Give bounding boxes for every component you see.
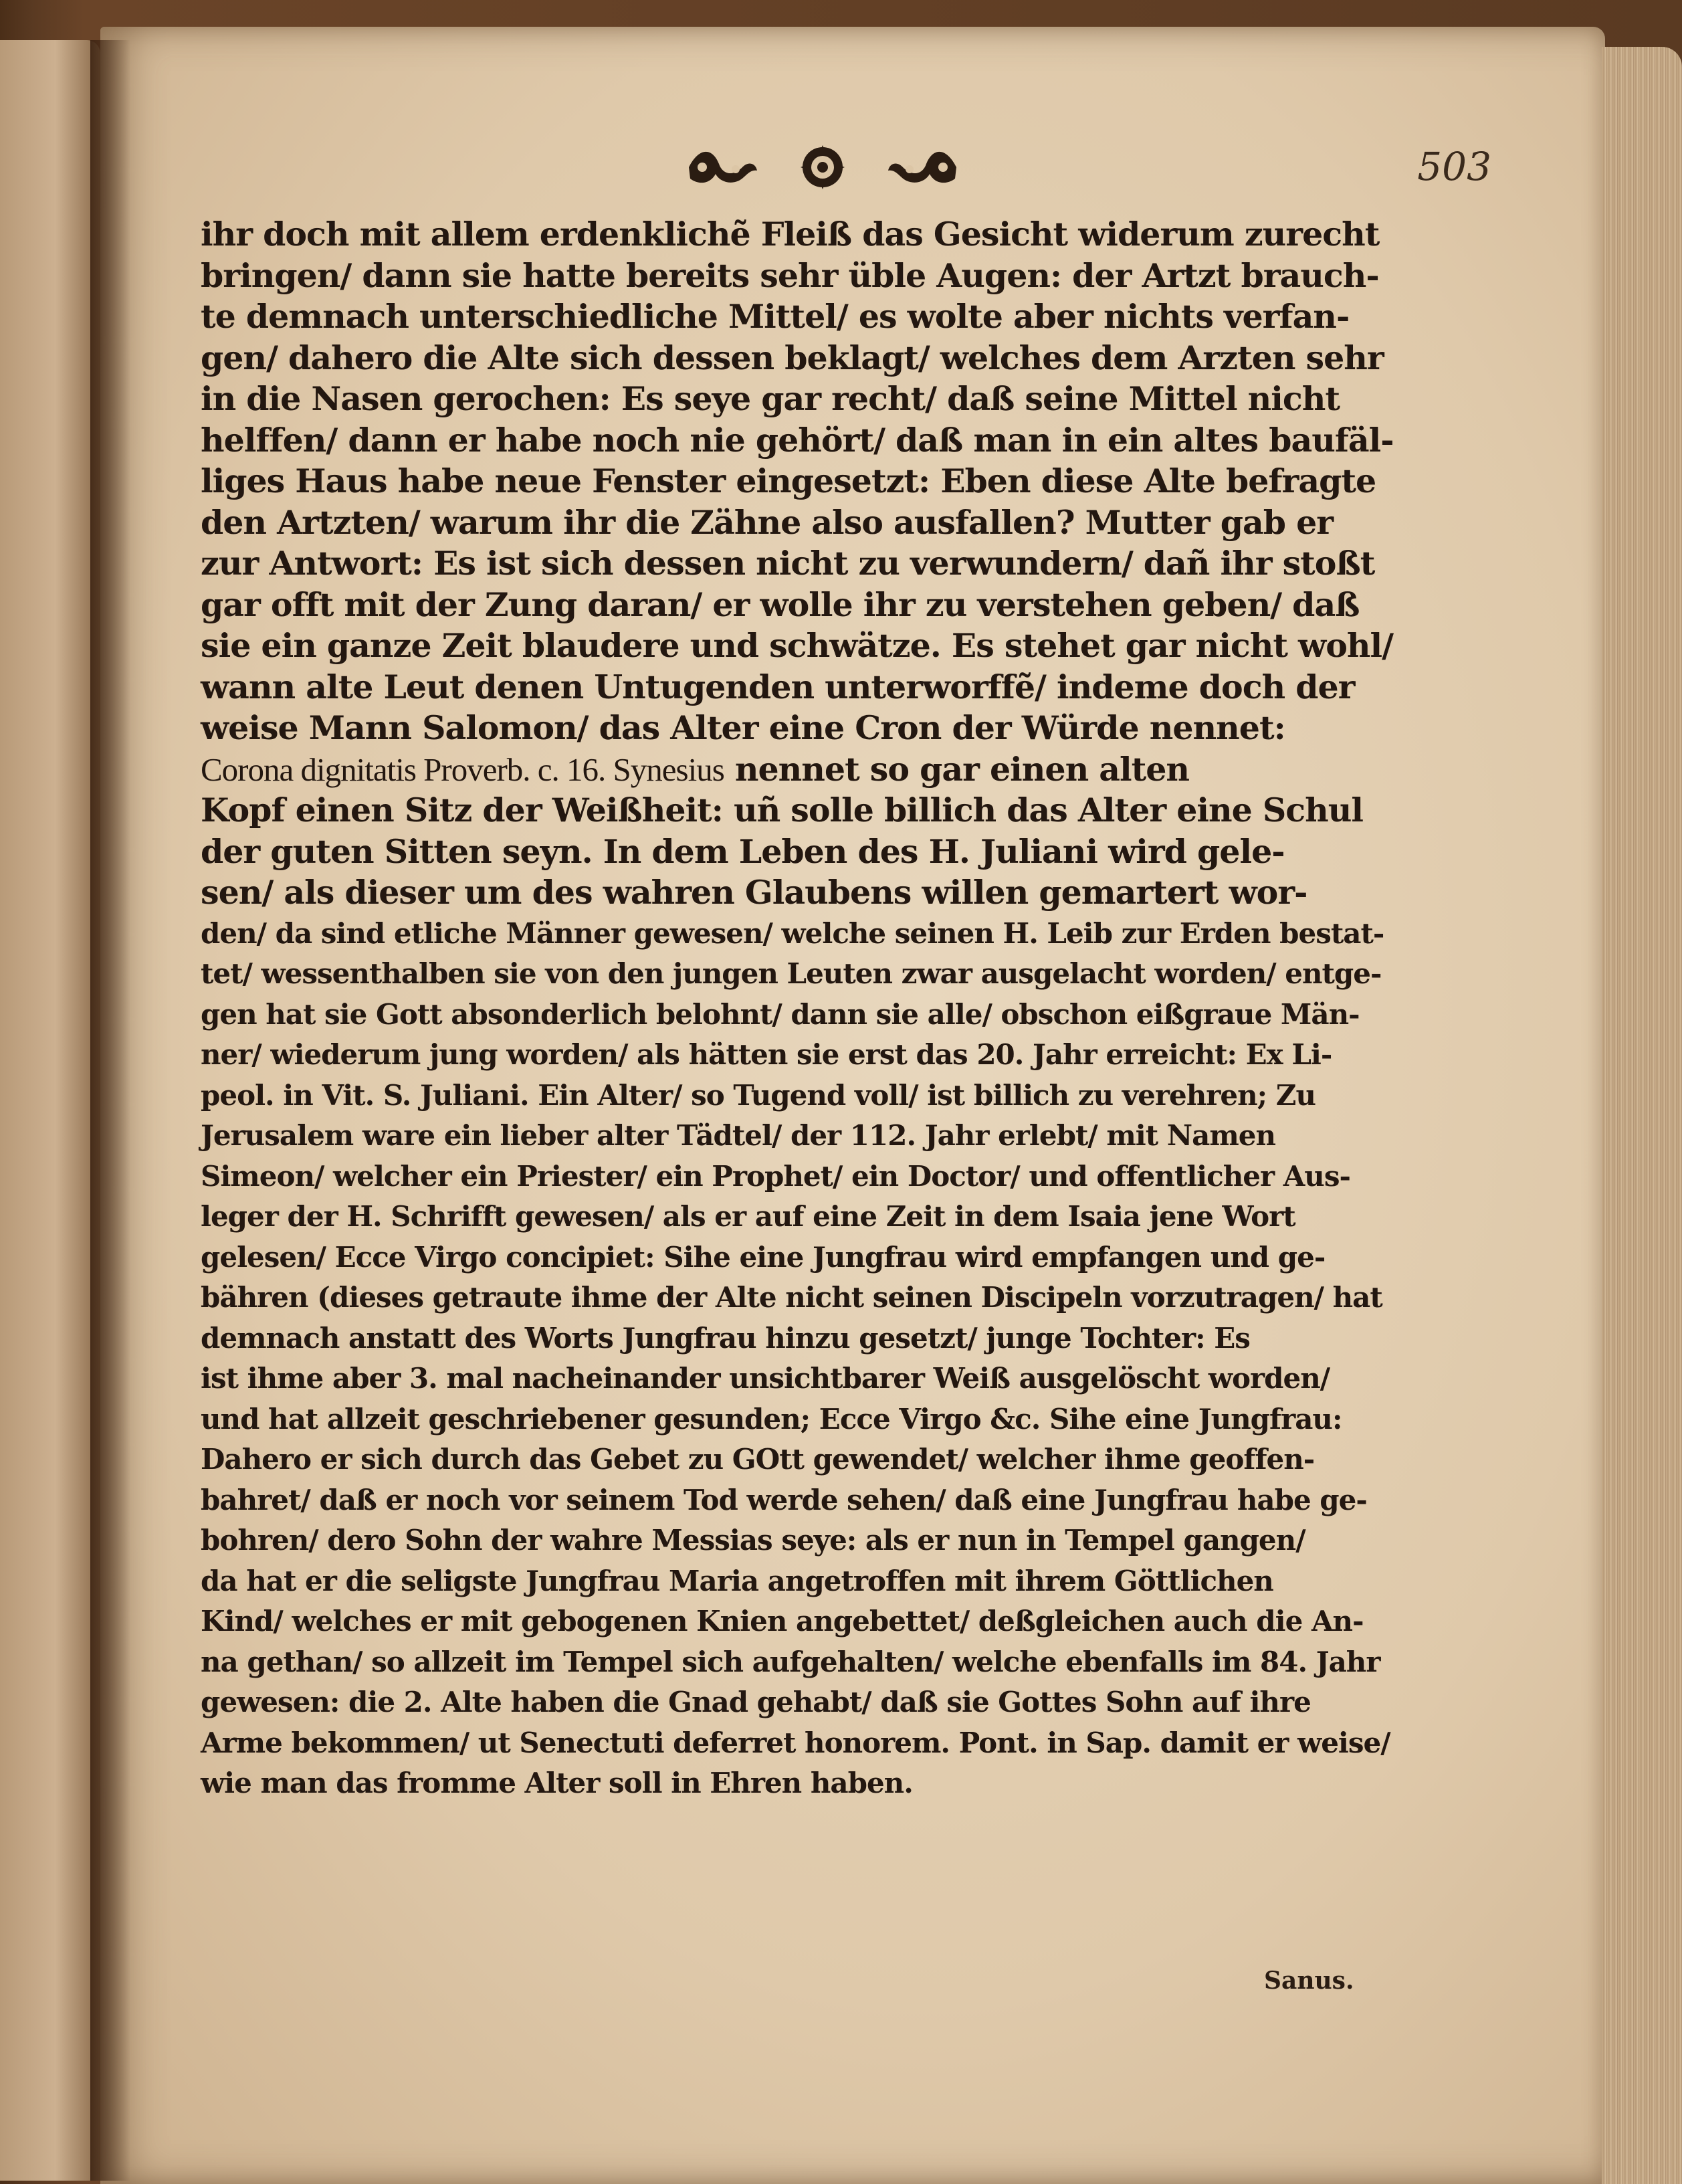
text-line-small: den/ da sind etliche Männer gewesen/ welche seinen H. Leib zur Erden bestat- [201,916,1384,950]
text-line: helffen/ dann er habe noch nie gehört/ daß man in ein altes baufäl- [201,420,1394,460]
text-line-small: und hat allzeit geschriebener gesunden; Ecce Virgo &c. Sihe eine Jungfrau: [201,1402,1342,1435]
text-line: Kopf einen Sitz der Weißheit: uñ solle billich das Alter eine Schul [201,791,1363,829]
text-line-small: gelesen/ Ecce Virgo concipiet: Sihe eine Jungfrau wird empfangen und ge- [201,1240,1326,1274]
page-header [201,137,1491,211]
text-line: wann alte Leut denen Untugenden unterworffẽ/ indeme doch der [201,667,1355,706]
german-text: nennet so gar einen alten [724,749,1190,789]
text-line-small: bohren/ dero Sohn der wahre Messias seye: als er nun in Tempel gangen/ [201,1524,1305,1557]
text-line-small: peol. in Vit. S. Juliani. Ein Alter/ so Tugend voll/ ist billich zu verehren; Zu [201,1078,1316,1112]
text-line: weise Mann Salomon/ das Alter eine Cron der Würde nennet: [201,708,1285,747]
text-line-small: bähren (dieses getraute ihme der Alte nicht seinen Discipeln vorzutragen/ hat [201,1281,1382,1314]
catchword: Sanus. [1264,1967,1354,1995]
text-line: ihr doch mit allem erdenklichẽ Fleiß das Gesicht widerum zurecht [201,215,1380,254]
left-page-edge [0,40,100,2181]
text-line: sie ein ganze Zeit blaudere und schwätze. Es stehet gar nicht wohl/ [201,626,1394,665]
text-line-small: ist ihme aber 3. mal nacheinander unsichtbarer Weiß ausgelöscht worden/ [201,1362,1330,1395]
text-line: gar offt mit der Zung daran/ er wolle ihr zu verstehen geben/ daß [201,585,1360,624]
text-line: bringen/ dann sie hatte bereits sehr üble Augen: der Artzt brauch- [201,256,1379,295]
text-line: sen/ als dieser um des wahren Glaubens willen gemartert wor- [201,873,1307,912]
text-line-small: gen hat sie Gott absonderlich belohnt/ dann sie alle/ obschon eißgraue Män- [201,997,1360,1031]
fleuron-icon [883,144,963,191]
text-line: te demnach unterschiedliche Mittel/ es wolte aber nichts verfan- [201,297,1350,336]
text-line-small: demnach anstatt des Worts Jungfrau hinzu gesetzt/ junge Tochter: Es [201,1321,1250,1355]
text-line-small: bahret/ daß er noch vor seinem Tod werde sehen/ daß eine Jungfrau habe ge- [201,1483,1367,1516]
text-line: der guten Sitten seyn. In dem Leben des H. Juliani wird gele- [201,831,1285,871]
text-line-small: Arme bekommen/ ut Senectuti deferret honorem. Pont. in Sap. damit er weise/ [201,1726,1390,1759]
latin-citation: Corona dignitatis Proverb. c. 16. Synesius [201,751,724,788]
text-line-small: tet/ wessenthalben sie von den jungen Leuten zwar ausgelacht worden/ entge- [201,957,1382,990]
text-line-small: leger der H. Schrifft gewesen/ als er auf eine Zeit in dem Isaia jene Wort [201,1200,1295,1233]
rosette-icon [796,144,849,191]
text-line-small: Dahero er sich durch das Gebet zu GOtt gewendet/ welcher ihme geoffen- [201,1443,1315,1476]
text-line: gen/ dahero die Alte sich dessen beklagt/ welches dem Arzten sehr [201,338,1384,377]
text-line-small: Simeon/ welcher ein Priester/ ein Prophet/ ein Doctor/ und offentlicher Aus- [201,1159,1350,1193]
text-line-mixed [201,749,1411,791]
text-line: zur Antwort: Es ist sich dessen nicht zu verwundern/ dañ ihr stoßt [201,544,1375,583]
fleuron-icon [682,144,762,191]
text-line-small: ner/ wiederum jung worden/ als hätten sie erst das 20. Jahr erreicht: Ex Li- [201,1038,1332,1071]
text-line-small: Jerusalem ware ein lieber alter Tädtel/ der 112. Jahr erlebt/ mit Namen [201,1119,1276,1152]
text-line: in die Nasen gerochen: Es seye gar recht/ daß seine Mittel nicht [201,379,1340,418]
text-line: liges Haus habe neue Fenster eingesetzt: Eben diese Alte befragte [201,462,1376,500]
text-line-small: Kind/ welches er mit gebogenen Knien angebettet/ deßgleichen auch die An- [201,1605,1364,1637]
text-line: den Artzten/ warum ihr die Zähne also ausfallen? Mutter gab er [201,502,1334,542]
body-text [201,214,1411,1804]
text-line-small: da hat er die seligste Jungfrau Maria angetroffen mit ihrem Göttlichen [201,1564,1273,1597]
page-edges [1602,47,1682,2184]
gutter-shadow [90,40,130,2181]
text-line-small: wie man das fromme Alter soll in Ehren haben. [201,1767,913,1799]
text-line-small: gewesen: die 2. Alte haben die Gnad gehabt/ daß sie Gottes Sohn auf ihre [201,1686,1311,1718]
text-line-small: na gethan/ so allzeit im Tempel sich aufgehalten/ welche ebenfalls im 84. Jahr [201,1645,1380,1678]
page-number: 503 [1417,144,1491,189]
header-ornament [682,137,963,197]
